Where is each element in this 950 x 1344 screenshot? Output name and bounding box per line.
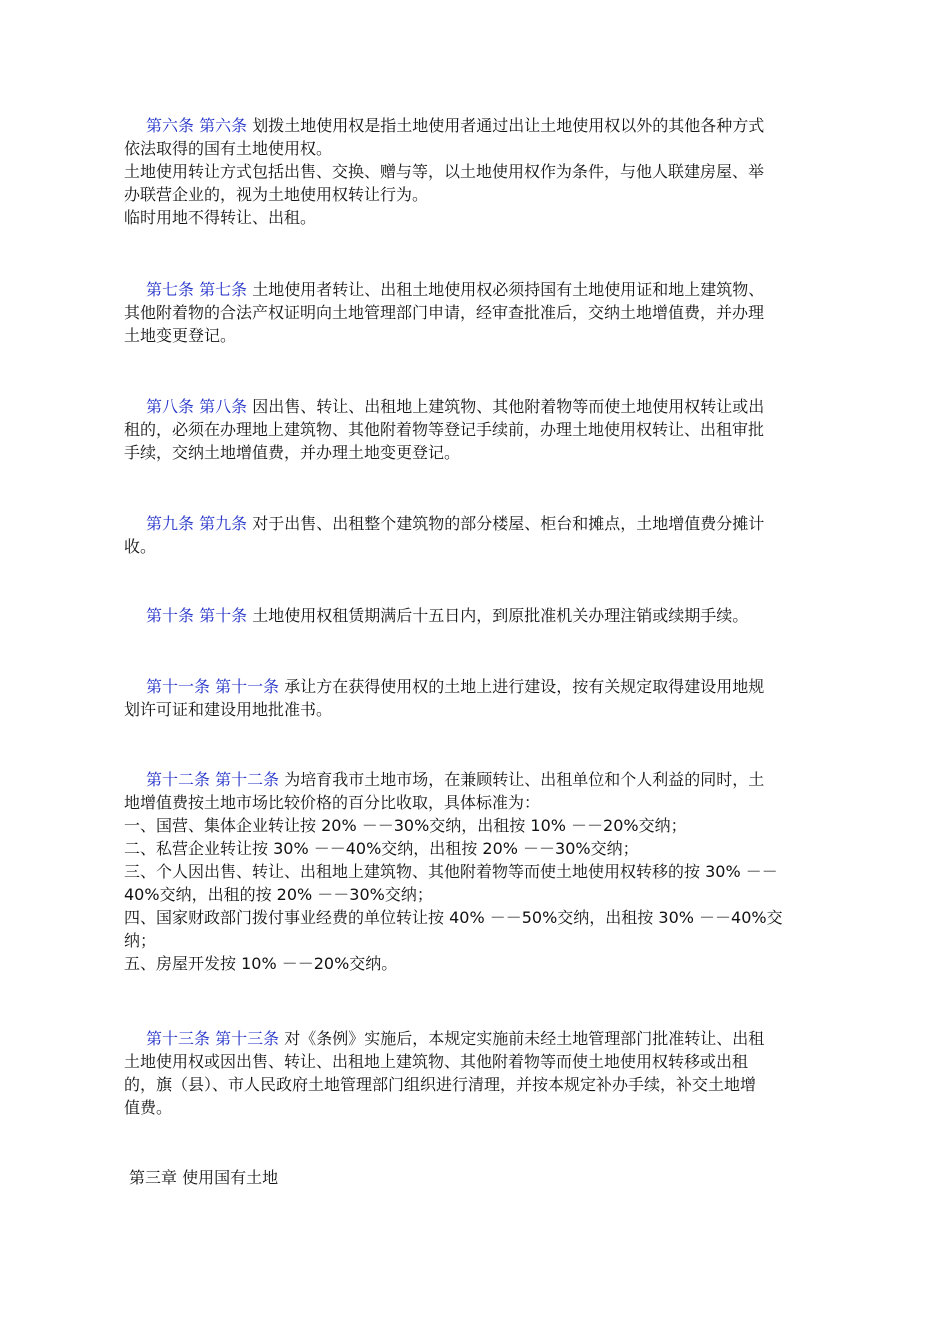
article-label[interactable]: 第十一条 <box>215 677 280 696</box>
article-label[interactable]: 第十三条 <box>146 1029 211 1048</box>
article-label[interactable]: 第九条 <box>199 514 248 533</box>
article-text: 办联营企业的，视为土地使用权转让行为。 <box>124 185 429 204</box>
article-text: 对《条例》实施后，本规定实施前未经土地管理部门批准转让、出租 <box>284 1029 765 1048</box>
article-text: 划拨土地使用权是指土地使用者通过出让土地使用权以外的其他各种方式 <box>252 116 765 135</box>
article-text: 收。 <box>124 537 157 556</box>
article-text: 承让方在获得使用权的土地上进行建设，按有关规定取得建设用地规 <box>284 677 765 696</box>
article-label[interactable]: 第八条 <box>199 397 248 416</box>
article-label[interactable]: 第十三条 <box>215 1029 280 1048</box>
rate-item: 四、国家财政部门拨付事业经费的单位转让按 40% －－50%交纳，出租按 30% －－40%交 <box>124 908 783 927</box>
article-label[interactable]: 第十条 <box>146 606 195 625</box>
article-text: 为培育我市土地市场，在兼顾转让、出租单位和个人利益的同时，土 <box>284 770 765 789</box>
article-label[interactable]: 第六条 <box>146 116 195 135</box>
article-label[interactable]: 第七条 <box>146 280 195 299</box>
article-label[interactable]: 第十一条 <box>146 677 211 696</box>
article-8 <box>124 395 840 464</box>
article-13 <box>124 1027 840 1119</box>
article-9 <box>124 512 840 558</box>
article-text: 对于出售、出租整个建筑物的部分楼屋、柜台和摊点，土地增值费分摊计 <box>252 514 765 533</box>
article-text: 其他附着物的合法产权证明向土地管理部门申请，经审查批准后，交纳土地增值费，并办理 <box>124 303 765 322</box>
article-text: 临时用地不得转让、出租。 <box>124 208 317 227</box>
rate-item: 五、房屋开发按 10% －－20%交纳。 <box>124 954 398 973</box>
article-label[interactable]: 第七条 <box>199 280 248 299</box>
article-label[interactable]: 第十条 <box>199 606 248 625</box>
rate-item: 三、个人因出售、转让、出租地上建筑物、其他附着物等而使土地使用权转移的按 30% －－ <box>124 862 778 881</box>
article-text: 依法取得的国有土地使用权。 <box>124 139 333 158</box>
article-text: 的，旗（县）、市人民政府土地管理部门组织进行清理，并按本规定补办手续，补交土地增 <box>124 1075 757 1094</box>
article-text: 土地使用权或因出售、转让、出租地上建筑物、其他附着物等而使土地使用权转移或出租 <box>124 1052 749 1071</box>
article-label[interactable]: 第十二条 <box>215 770 280 789</box>
article-text: 土地使用权租赁期满后十五日内，到原批准机关办理注销或续期手续。 <box>252 606 749 625</box>
article-11 <box>124 675 840 721</box>
article-label[interactable]: 第九条 <box>146 514 195 533</box>
article-label[interactable]: 第十二条 <box>146 770 211 789</box>
article-text: 土地变更登记。 <box>124 326 237 345</box>
rate-item: 一、国营、集体企业转让按 20% －－30%交纳，出租按 10% －－20%交纳； <box>124 816 687 835</box>
article-text: 租的，必须在办理地上建筑物、其他附着物等登记手续前，办理土地使用权转让、出租审批 <box>124 420 765 439</box>
article-label[interactable]: 第八条 <box>146 397 195 416</box>
article-text: 值费。 <box>124 1098 173 1117</box>
article-10 <box>124 604 840 627</box>
article-text: 土地使用者转让、出租土地使用权必须持国有土地使用证和地上建筑物、 <box>252 280 765 299</box>
article-text: 手续，交纳土地增值费，并办理土地变更登记。 <box>124 443 461 462</box>
article-text: 因出售、转让、出租地上建筑物、其他附着物等而使土地使用权转让或出 <box>252 397 765 416</box>
chapter-heading: 第三章 使用国有土地 <box>129 1168 279 1187</box>
article-6 <box>124 114 840 229</box>
article-12 <box>124 768 840 975</box>
rate-item: 二、私营企业转让按 30% －－40%交纳，出租按 20% －－30%交纳； <box>124 839 639 858</box>
rate-item: 纳； <box>124 931 157 950</box>
rate-item: 40%交纳，出租的按 20% －－30%交纳； <box>124 885 433 904</box>
article-7 <box>124 278 840 347</box>
article-text: 划许可证和建设用地批准书。 <box>124 700 333 719</box>
article-text: 土地使用转让方式包括出售、交换、赠与等，以土地使用权作为条件，与他人联建房屋、举 <box>124 162 765 181</box>
article-label[interactable]: 第六条 <box>199 116 248 135</box>
article-text: 地增值费按土地市场比较价格的百分比收取，具体标准为： <box>124 793 541 812</box>
